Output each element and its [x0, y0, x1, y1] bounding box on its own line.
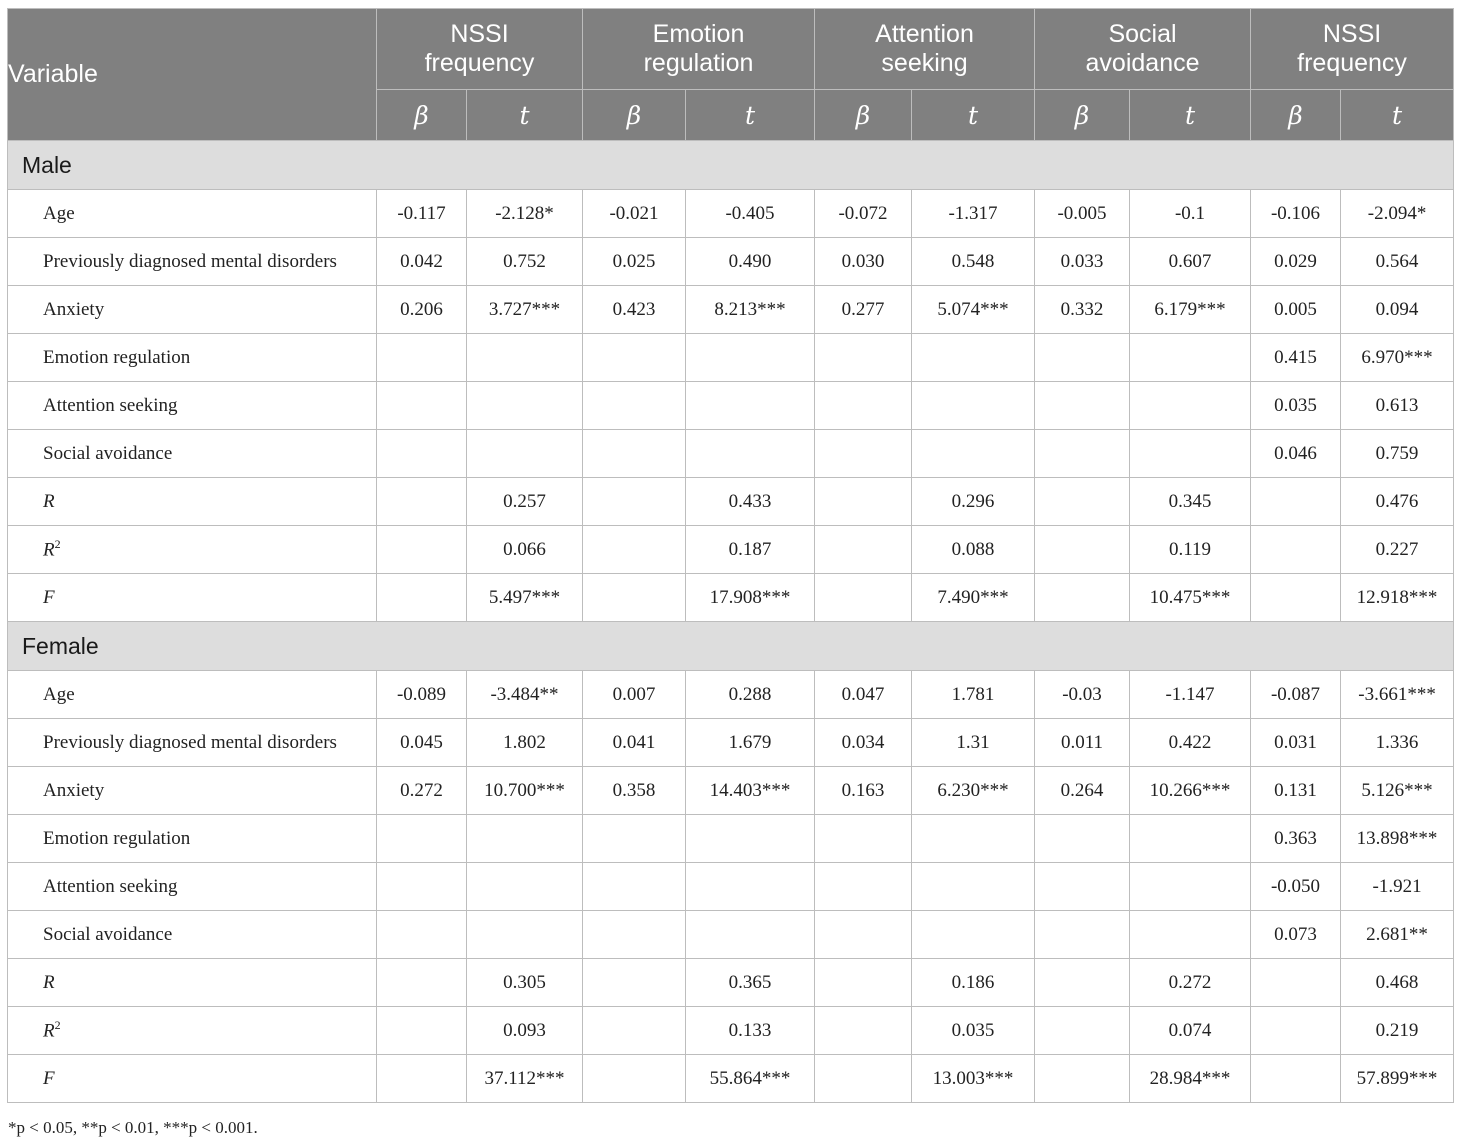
table-cell: [583, 863, 686, 911]
group-header-line1: Emotion: [652, 20, 745, 48]
table-cell: [815, 430, 912, 478]
table-cell: 0.613: [1341, 382, 1454, 430]
table-cell: 0.345: [1130, 478, 1251, 526]
table-cell: 1.31: [912, 719, 1035, 767]
section-row: [8, 622, 1454, 671]
row-label: [8, 863, 377, 911]
table-cell: 0.264: [1035, 767, 1130, 815]
table-cell: [377, 382, 467, 430]
table-cell: 0.305: [467, 959, 583, 1007]
row-label: [8, 382, 377, 430]
table-cell: [583, 1007, 686, 1055]
table-cell: 0.490: [686, 238, 815, 286]
table-cell: -0.117: [377, 190, 467, 238]
table-row: [8, 911, 1454, 959]
beta-header: β: [1251, 90, 1341, 141]
table-cell: -0.089: [377, 671, 467, 719]
table-cell: 37.112***: [467, 1055, 583, 1103]
table-cell: 55.864***: [686, 1055, 815, 1103]
table-cell: [1130, 911, 1251, 959]
table-cell: 10.700***: [467, 767, 583, 815]
group-header-line1: Social: [1108, 20, 1177, 48]
table-cell: 6.179***: [1130, 286, 1251, 334]
table-row: [8, 430, 1454, 478]
table-cell: 6.970***: [1341, 334, 1454, 382]
table-row: [8, 767, 1454, 815]
table-cell: -0.405: [686, 190, 815, 238]
table-cell: 0.415: [1251, 334, 1341, 382]
table-cell: 0.030: [815, 238, 912, 286]
group-header-nssi-frequency-full-model: [1251, 9, 1454, 90]
table-cell: [815, 959, 912, 1007]
table-cell: [377, 1055, 467, 1103]
row-label: [8, 286, 377, 334]
row-label-text: Attention seeking: [43, 875, 178, 897]
table-cell: 0.029: [1251, 238, 1341, 286]
table-row: [8, 815, 1454, 863]
table-cell: 0.073: [1251, 911, 1341, 959]
table-cell: 0.187: [686, 526, 815, 574]
table-cell: -3.661***: [1341, 671, 1454, 719]
table-cell: 0.035: [1251, 382, 1341, 430]
table-row: [8, 478, 1454, 526]
group-header-line2: frequency: [1297, 49, 1407, 77]
table-cell: 0.272: [1130, 959, 1251, 1007]
row-label-text: Emotion regulation: [43, 346, 191, 368]
table-cell: 10.475***: [1130, 574, 1251, 622]
row-label: [8, 1055, 377, 1103]
table-row: [8, 526, 1454, 574]
row-label-text: R: [43, 539, 55, 561]
table-cell: [815, 334, 912, 382]
table-row: [8, 190, 1454, 238]
table-cell: 0.363: [1251, 815, 1341, 863]
table-cell: 5.497***: [467, 574, 583, 622]
table-cell: [1251, 1007, 1341, 1055]
table-cell: [467, 863, 583, 911]
table-cell: 0.476: [1341, 478, 1454, 526]
table-cell: 8.213***: [686, 286, 815, 334]
table-cell: 12.918***: [1341, 574, 1454, 622]
row-label-text: Social avoidance: [43, 923, 173, 945]
table-cell: [686, 815, 815, 863]
section-row: [8, 141, 1454, 190]
table-cell: 0.045: [377, 719, 467, 767]
table-cell: [583, 430, 686, 478]
row-label: [8, 1007, 377, 1055]
table-cell: [583, 478, 686, 526]
table-row: [8, 286, 1454, 334]
table-cell: [1035, 911, 1130, 959]
row-label-text: Age: [43, 683, 75, 705]
table-row: [8, 574, 1454, 622]
table-cell: [467, 382, 583, 430]
table-cell: 3.727***: [467, 286, 583, 334]
table-cell: 0.035: [912, 1007, 1035, 1055]
table-cell: 0.564: [1341, 238, 1454, 286]
table-cell: [377, 911, 467, 959]
table-row: [8, 671, 1454, 719]
table-cell: 0.007: [583, 671, 686, 719]
table-cell: [377, 959, 467, 1007]
table-cell: 5.126***: [1341, 767, 1454, 815]
row-label: [8, 671, 377, 719]
table-cell: 6.230***: [912, 767, 1035, 815]
table-header: [8, 9, 1454, 141]
table-cell: 2.681**: [1341, 911, 1454, 959]
table-cell: [912, 334, 1035, 382]
group-header-attention-seeking: [815, 9, 1035, 90]
group-header-nssi-frequency: [377, 9, 583, 90]
table-cell: [1130, 382, 1251, 430]
table-cell: 0.011: [1035, 719, 1130, 767]
table-cell: [1035, 959, 1130, 1007]
table-cell: [686, 911, 815, 959]
table-cell: [377, 574, 467, 622]
table-cell: [1035, 574, 1130, 622]
table-cell: 0.272: [377, 767, 467, 815]
group-header-social-avoidance: [1035, 9, 1251, 90]
table-cell: 0.074: [1130, 1007, 1251, 1055]
group-header-line2: regulation: [643, 49, 754, 77]
table-cell: [377, 815, 467, 863]
table-cell: 0.093: [467, 1007, 583, 1055]
table-cell: -0.1: [1130, 190, 1251, 238]
table-cell: 10.266***: [1130, 767, 1251, 815]
table-cell: [583, 911, 686, 959]
table-row: [8, 1007, 1454, 1055]
table-cell: [1035, 478, 1130, 526]
table-cell: 1.781: [912, 671, 1035, 719]
row-label-text: Social avoidance: [43, 442, 173, 464]
table-cell: -0.03: [1035, 671, 1130, 719]
table-cell: [815, 526, 912, 574]
table-cell: 14.403***: [686, 767, 815, 815]
table-cell: [467, 334, 583, 382]
table-cell: [815, 574, 912, 622]
row-label: [8, 959, 377, 1007]
table-cell: [815, 1055, 912, 1103]
row-label: [8, 719, 377, 767]
row-label-superscript: 2: [54, 537, 61, 552]
table-cell: 0.119: [1130, 526, 1251, 574]
table-cell: [815, 382, 912, 430]
table-cell: [377, 478, 467, 526]
table-cell: [377, 863, 467, 911]
table-cell: [1251, 1055, 1341, 1103]
table-cell: [686, 430, 815, 478]
group-header-line1: Attention: [875, 20, 974, 48]
table-cell: [912, 382, 1035, 430]
table-row: [8, 1055, 1454, 1103]
table-cell: 0.034: [815, 719, 912, 767]
row-label-text: Anxiety: [43, 298, 105, 320]
table-cell: 0.031: [1251, 719, 1341, 767]
table-cell: 0.296: [912, 478, 1035, 526]
table-cell: 0.433: [686, 478, 815, 526]
table-cell: [912, 911, 1035, 959]
t-header: t: [912, 90, 1035, 141]
table-cell: [377, 334, 467, 382]
table-cell: [1130, 430, 1251, 478]
table-cell: [1130, 334, 1251, 382]
section-title: Male: [8, 141, 1454, 190]
table-cell: 0.332: [1035, 286, 1130, 334]
table-cell: 0.163: [815, 767, 912, 815]
table-cell: 0.468: [1341, 959, 1454, 1007]
group-header-line2: frequency: [424, 49, 535, 77]
table-cell: [815, 815, 912, 863]
table-row: [8, 719, 1454, 767]
table-cell: 7.490***: [912, 574, 1035, 622]
table-cell: [583, 526, 686, 574]
table-cell: [686, 382, 815, 430]
table-cell: 0.066: [467, 526, 583, 574]
table-cell: [1130, 863, 1251, 911]
table-cell: [1035, 430, 1130, 478]
table-cell: -0.050: [1251, 863, 1341, 911]
table-cell: [912, 430, 1035, 478]
group-header-emotion-regulation: [583, 9, 815, 90]
table-cell: 0.219: [1341, 1007, 1454, 1055]
table-cell: -1.147: [1130, 671, 1251, 719]
table-cell: [583, 382, 686, 430]
row-label-text: Anxiety: [43, 779, 105, 801]
table-cell: -2.094*: [1341, 190, 1454, 238]
table-cell: 0.186: [912, 959, 1035, 1007]
section-title: Female: [8, 622, 1454, 671]
table-row: [8, 382, 1454, 430]
row-label-text: Emotion regulation: [43, 827, 191, 849]
group-header-line2: avoidance: [1085, 49, 1200, 77]
table-cell: [583, 574, 686, 622]
table-cell: -0.021: [583, 190, 686, 238]
table-cell: 0.046: [1251, 430, 1341, 478]
group-header-line2: seeking: [881, 49, 968, 77]
table-cell: [377, 1007, 467, 1055]
beta-header: β: [1035, 90, 1130, 141]
table-cell: 0.131: [1251, 767, 1341, 815]
t-header: t: [467, 90, 583, 141]
table-cell: [815, 911, 912, 959]
table-cell: -0.087: [1251, 671, 1341, 719]
table-cell: [467, 430, 583, 478]
table-body: [8, 141, 1454, 1103]
table-cell: 0.041: [583, 719, 686, 767]
table-cell: [583, 334, 686, 382]
row-label: [8, 574, 377, 622]
table-cell: [467, 815, 583, 863]
row-label-text: Attention seeking: [43, 394, 178, 416]
table-cell: [583, 959, 686, 1007]
table-cell: 5.074***: [912, 286, 1035, 334]
row-label-text: R: [43, 1020, 55, 1042]
row-label: [8, 526, 377, 574]
table-cell: 0.206: [377, 286, 467, 334]
table-cell: [1035, 1055, 1130, 1103]
table-cell: [1035, 863, 1130, 911]
row-label-text: R: [43, 490, 55, 512]
table-cell: [377, 430, 467, 478]
footnote: *p < 0.05, **p < 0.01, ***p < 0.001.: [8, 1118, 258, 1137]
group-header-line1: NSSI: [450, 20, 509, 48]
row-label: [8, 767, 377, 815]
table-cell: 0.227: [1341, 526, 1454, 574]
row-label: [8, 430, 377, 478]
table-cell: 0.005: [1251, 286, 1341, 334]
table-cell: 0.094: [1341, 286, 1454, 334]
table-cell: 0.752: [467, 238, 583, 286]
table-cell: 13.898***: [1341, 815, 1454, 863]
table-cell: [1035, 815, 1130, 863]
table-cell: 0.088: [912, 526, 1035, 574]
table-cell: [1035, 334, 1130, 382]
table-cell: 0.365: [686, 959, 815, 1007]
table-cell: 0.288: [686, 671, 815, 719]
beta-header: β: [815, 90, 912, 141]
table-cell: -1.317: [912, 190, 1035, 238]
table-cell: 1.802: [467, 719, 583, 767]
regression-table: [7, 8, 1454, 1103]
table-row: [8, 863, 1454, 911]
table-cell: 13.003***: [912, 1055, 1035, 1103]
table-cell: -1.921: [1341, 863, 1454, 911]
t-header: t: [1130, 90, 1251, 141]
table-cell: 0.422: [1130, 719, 1251, 767]
table-cell: 0.607: [1130, 238, 1251, 286]
beta-header: β: [377, 90, 467, 141]
table-cell: 0.042: [377, 238, 467, 286]
table-row: [8, 959, 1454, 1007]
table-cell: 0.047: [815, 671, 912, 719]
table-row: [8, 334, 1454, 382]
table-cell: 0.257: [467, 478, 583, 526]
table-cell: -0.072: [815, 190, 912, 238]
row-label-superscript: 2: [54, 1018, 61, 1033]
table-cell: [815, 1007, 912, 1055]
row-label-text: Age: [43, 202, 75, 224]
table-cell: 57.899***: [1341, 1055, 1454, 1103]
table-cell: 0.033: [1035, 238, 1130, 286]
table-cell: -3.484**: [467, 671, 583, 719]
table-cell: 0.423: [583, 286, 686, 334]
table-cell: [815, 863, 912, 911]
table-row: [8, 238, 1454, 286]
group-header-line1: NSSI: [1322, 20, 1382, 48]
table-cell: [1035, 526, 1130, 574]
table-cell: [1251, 574, 1341, 622]
row-label: [8, 478, 377, 526]
table-cell: [1251, 959, 1341, 1007]
table-cell: 1.336: [1341, 719, 1454, 767]
table-cell: [1130, 815, 1251, 863]
table-cell: [1251, 526, 1341, 574]
table-cell: 1.679: [686, 719, 815, 767]
row-label-text: Previously diagnosed mental disorders: [43, 250, 337, 272]
beta-header: β: [583, 90, 686, 141]
table-cell: -0.106: [1251, 190, 1341, 238]
table-cell: 0.358: [583, 767, 686, 815]
table-cell: [1035, 382, 1130, 430]
table-cell: 0.759: [1341, 430, 1454, 478]
table-cell: [583, 1055, 686, 1103]
table-cell: [912, 863, 1035, 911]
row-label-text: Previously diagnosed mental disorders: [43, 731, 337, 753]
table-cell: [912, 815, 1035, 863]
table-cell: 17.908***: [686, 574, 815, 622]
table-cell: [377, 526, 467, 574]
table-cell: [1251, 478, 1341, 526]
row-label: [8, 190, 377, 238]
row-label: [8, 911, 377, 959]
t-header: t: [686, 90, 815, 141]
row-label-text: F: [43, 586, 55, 608]
table-cell: 0.277: [815, 286, 912, 334]
table-cell: 0.025: [583, 238, 686, 286]
table-cell: [815, 478, 912, 526]
table-cell: [583, 815, 686, 863]
table-cell: -2.128*: [467, 190, 583, 238]
row-label-text: F: [43, 1067, 55, 1089]
variable-column-header: Variable: [8, 9, 377, 141]
table-cell: [1035, 1007, 1130, 1055]
table-cell: [467, 911, 583, 959]
t-header: t: [1341, 90, 1454, 141]
table-cell: -0.005: [1035, 190, 1130, 238]
row-label: [8, 334, 377, 382]
table-cell: 28.984***: [1130, 1055, 1251, 1103]
table-cell: [686, 334, 815, 382]
table-cell: 0.548: [912, 238, 1035, 286]
table-cell: [686, 863, 815, 911]
row-label: [8, 815, 377, 863]
row-label: [8, 238, 377, 286]
table-cell: 0.133: [686, 1007, 815, 1055]
row-label-text: R: [43, 971, 55, 993]
